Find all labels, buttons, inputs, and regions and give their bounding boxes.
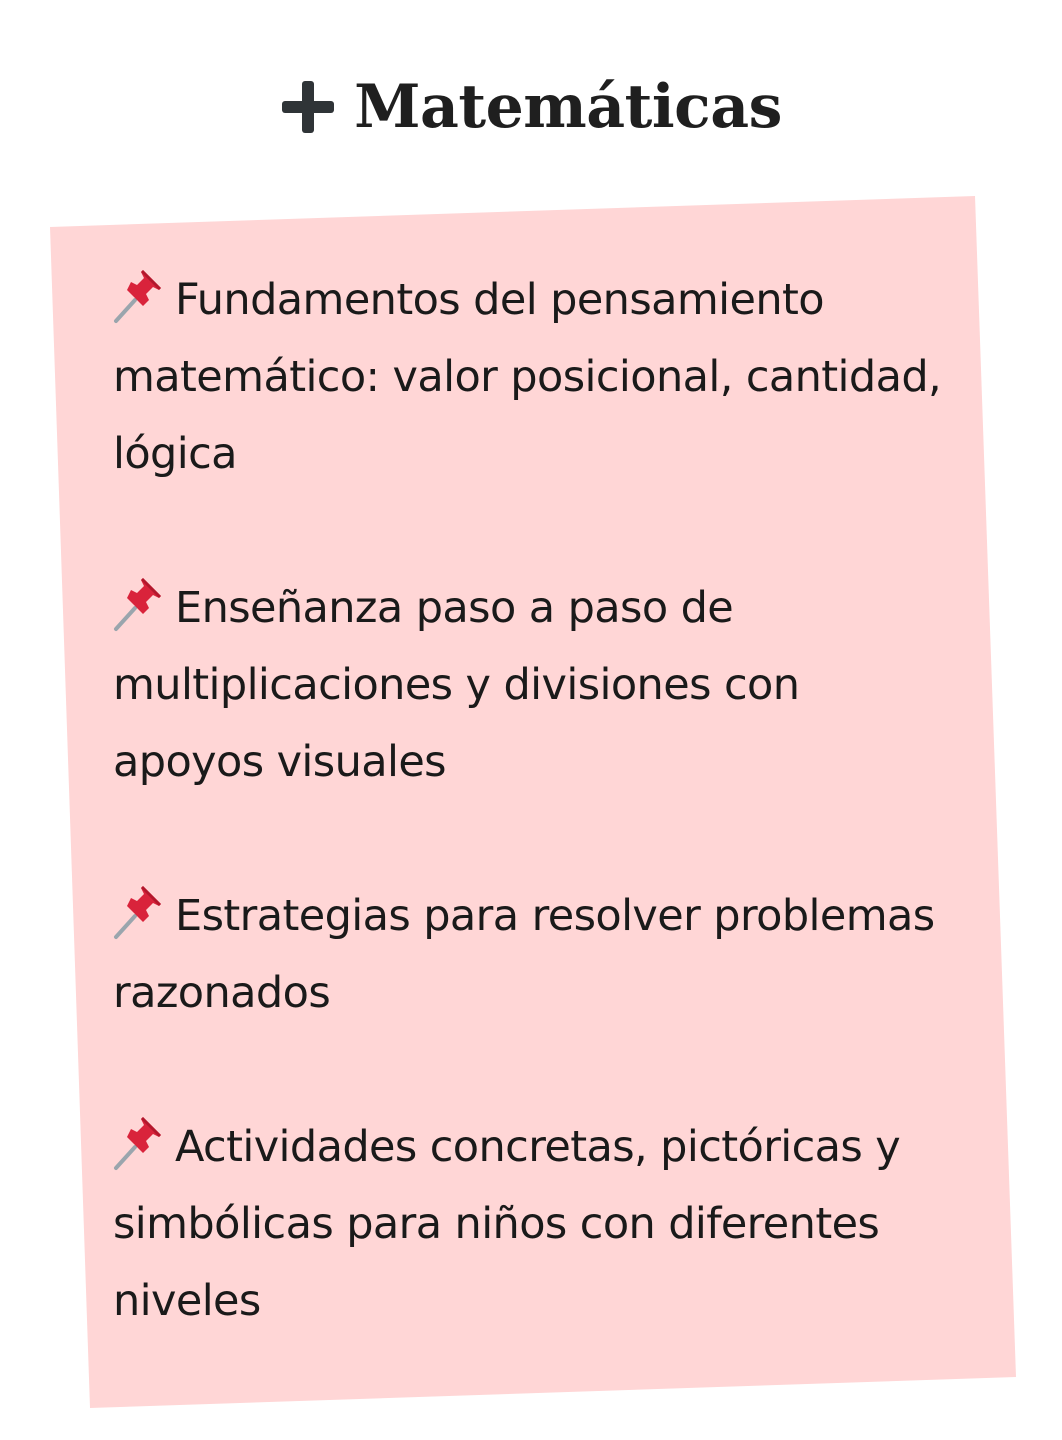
list-item bbox=[113, 262, 953, 493]
pushpin-icon bbox=[113, 266, 163, 324]
list-item-text: Actividades concretas, pictóricas y simbólicas para niños con diferentes niveles bbox=[113, 1122, 901, 1326]
list-item bbox=[113, 878, 953, 1032]
pushpin-icon bbox=[113, 574, 163, 632]
list-item-text: Fundamentos del pensamiento matemático: valor posicional, cantidad, lógica bbox=[113, 275, 942, 479]
note-list bbox=[113, 262, 953, 1340]
page-header bbox=[0, 62, 1062, 152]
list-item-text: Enseñanza paso a paso de multiplicaciones y divisiones con apoyos visuales bbox=[113, 583, 800, 787]
list-item bbox=[113, 570, 953, 801]
plus-icon bbox=[280, 79, 336, 135]
list-item-text: Estrategias para resolver problemas razonados bbox=[113, 891, 935, 1018]
list-item bbox=[113, 1109, 953, 1340]
pushpin-icon bbox=[113, 882, 163, 940]
page-title: Matemáticas bbox=[354, 72, 782, 142]
pushpin-icon bbox=[113, 1113, 163, 1171]
